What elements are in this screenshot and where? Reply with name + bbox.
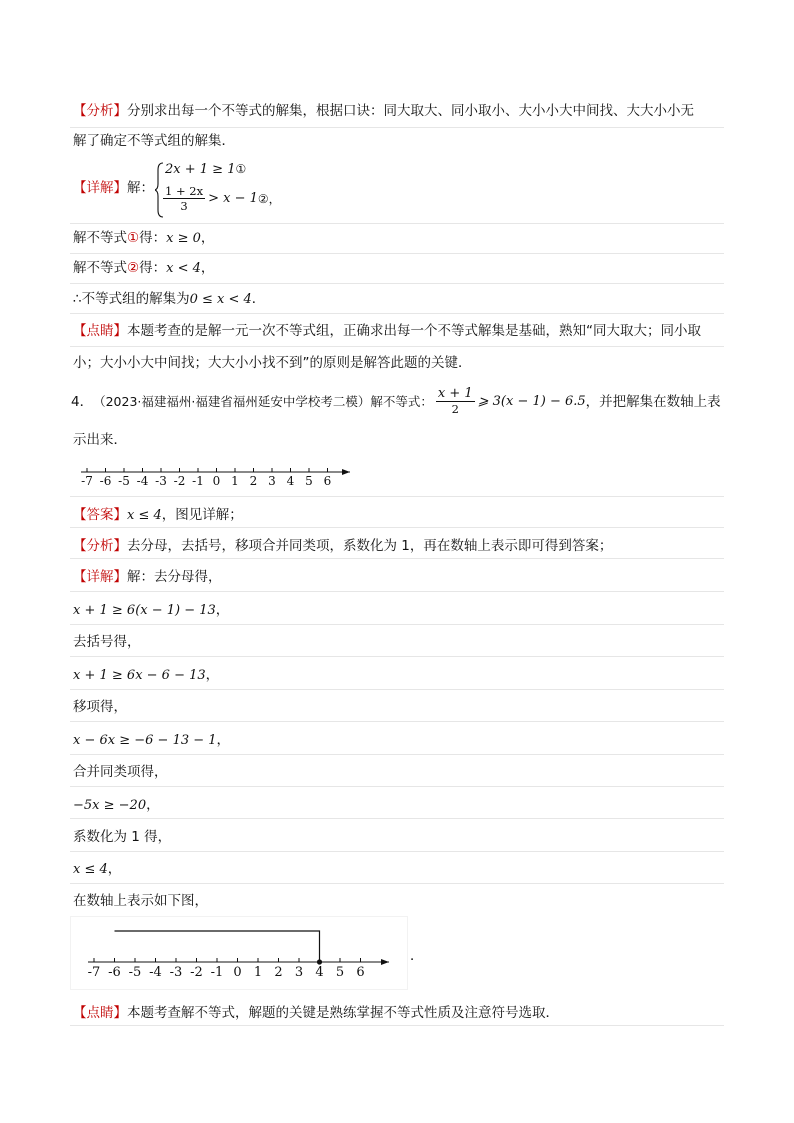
number-line-solution — [71, 917, 407, 989]
tick-label: -1 — [210, 965, 224, 980]
step-line — [73, 891, 208, 911]
q4-detail — [73, 567, 222, 587]
tick-label: -7 — [81, 474, 93, 488]
step-line — [73, 730, 230, 751]
q3-analysis — [73, 101, 694, 121]
rule-line — [70, 127, 724, 128]
step-text: 移项得， — [73, 699, 127, 715]
tick-label: -4 — [136, 474, 149, 488]
solution-endpoint-dot — [317, 959, 322, 964]
q3-comment — [73, 321, 701, 341]
q4-prompt — [71, 387, 721, 416]
conclusion-end: ． — [251, 291, 266, 307]
answer-tag: 【答案】 — [73, 507, 127, 523]
tick-label: -7 — [87, 965, 101, 980]
step-text: 去括号得， — [73, 634, 141, 650]
rule-line — [70, 253, 724, 254]
question-number: 4． — [71, 393, 94, 410]
tick-label: -6 — [99, 474, 112, 488]
solution-figure — [71, 917, 407, 989]
rule-line — [70, 656, 724, 657]
q3-detail — [73, 178, 154, 198]
prompt-inequality: ⩾ 3(x − 1) − 6.5 — [477, 393, 586, 409]
tick-label: 1 — [253, 965, 263, 980]
step-1-end: ， — [200, 230, 215, 246]
comment-text-cont: 小；大小小大中间找；大大小小找不到”的原则是解答此题的关键． — [73, 355, 472, 371]
q4-answer — [73, 505, 243, 526]
step-line — [73, 795, 160, 816]
axis-arrow — [342, 469, 350, 475]
step-end: ， — [215, 602, 230, 618]
step-line — [73, 600, 229, 621]
tick-label: -4 — [149, 965, 162, 980]
rule-line — [70, 851, 724, 852]
step-line — [73, 827, 171, 847]
ineq-2-numerator: 1 + 2x — [165, 184, 204, 198]
comment-text: 本题考查的是解一元一次不等式组，正确求出每一个不等式解集是基础，熟知“同大取大；同小取 — [127, 323, 701, 339]
rule-line — [70, 818, 724, 819]
rule-line — [70, 283, 724, 284]
step-end: ， — [107, 861, 122, 877]
rule-line — [70, 754, 724, 755]
solution-ray — [115, 931, 320, 962]
step-2-end: ， — [200, 260, 215, 276]
step-2-pre: 解不等式 — [73, 260, 127, 276]
prompt-cont: 示出来． — [73, 432, 127, 448]
rule-line — [70, 346, 724, 347]
ineq-2-denominator: 3 — [180, 199, 188, 213]
q3-step-2 — [73, 258, 214, 279]
prompt-fraction — [436, 387, 475, 416]
step-2-circle: ② — [127, 260, 140, 276]
step-line — [73, 697, 127, 717]
prompt-denominator: 2 — [451, 402, 459, 416]
rule-line — [70, 624, 724, 625]
tick-label: -3 — [169, 965, 183, 980]
step-2-post: 得： — [139, 260, 167, 276]
analysis-tag: 【分析】 — [73, 103, 127, 119]
rule-line — [70, 883, 724, 884]
detail-tag: 【详解】 — [73, 569, 127, 585]
comment-tag: 【点睛】 — [73, 1005, 127, 1021]
step-text: 在数轴上表示如下图， — [73, 893, 208, 909]
system-ineq-2 — [163, 184, 281, 213]
tick-label: -2 — [190, 965, 203, 980]
conclusion-math: 0 ≤ x < 4 — [189, 292, 252, 307]
q3-analysis-cont — [73, 131, 235, 151]
detail-text: 解：去分母得， — [127, 569, 222, 585]
prompt-tail: ，并把解集在数轴上表 — [585, 393, 721, 410]
step-math: x − 6x ≥ −6 − 13 − 1 — [73, 733, 217, 748]
tick-label: 3 — [294, 965, 304, 980]
analysis-text-cont: 解了确定不等式组的解集． — [73, 133, 235, 149]
comment-text: 本题考查解不等式，解题的关键是熟练掌握不等式性质及注意符号选取． — [127, 1005, 559, 1021]
tick-label: 0 — [212, 474, 221, 488]
rule-line — [70, 496, 724, 497]
step-1-math: x ≥ 0 — [166, 231, 201, 246]
step-1-circle: ① — [127, 230, 140, 246]
q4-prompt-cont — [73, 430, 127, 450]
conclusion-pre: ∴不等式组的解集为 — [73, 291, 190, 307]
tick-label: 4 — [315, 965, 324, 980]
step-math: x ≤ 4 — [73, 862, 108, 877]
step-1-pre: 解不等式 — [73, 230, 127, 246]
step-line — [73, 859, 121, 880]
tick-label: 6 — [323, 474, 332, 488]
q4-analysis — [73, 536, 612, 556]
tick-label: 5 — [335, 965, 345, 980]
tick-label: -3 — [155, 474, 167, 488]
tick-label: 5 — [305, 474, 313, 488]
axis-arrow — [381, 959, 389, 965]
step-end: ， — [205, 667, 220, 683]
rule-line — [70, 527, 724, 528]
tick-label: 1 — [231, 474, 239, 488]
rule-line — [70, 591, 724, 592]
step-math: x + 1 ≥ 6(x − 1) − 13 — [73, 603, 216, 618]
step-math: −5x ≥ −20 — [73, 798, 147, 813]
step-1-post: 得： — [139, 230, 167, 246]
tick-label: 6 — [356, 965, 365, 980]
system-ineq-1 — [165, 162, 246, 177]
ineq-2-tail: > x − 1 — [208, 191, 258, 206]
tick-label: 2 — [274, 965, 283, 980]
detail-tag: 【详解】 — [73, 180, 127, 196]
ineq-2-fraction — [163, 184, 205, 213]
step-text: 合并同类项得， — [73, 764, 168, 780]
tick-label: -5 — [128, 965, 142, 980]
step-line — [73, 665, 219, 686]
tick-label: -2 — [173, 474, 186, 488]
q3-comment-cont — [73, 353, 472, 373]
tick-label: 0 — [233, 965, 242, 980]
tick-label: -1 — [192, 474, 204, 488]
figure-period: ． — [410, 948, 424, 964]
answer-text: ，图见详解； — [161, 507, 243, 523]
detail-text: 解： — [127, 180, 154, 196]
system-comma: ， — [268, 192, 281, 206]
ineq-1-math: 2x + 1 ≥ 1 — [165, 162, 236, 177]
tick-label: 4 — [286, 474, 295, 488]
step-end: ， — [146, 797, 160, 813]
prompt-numerator: x + 1 — [437, 386, 473, 401]
ineq-1-label: ① — [235, 162, 247, 176]
analysis-tag: 【分析】 — [73, 538, 127, 554]
step-line — [73, 632, 141, 652]
ineq-2-label: ② — [257, 191, 269, 206]
answer-math: x ≤ 4 — [127, 508, 162, 523]
tick-label: -6 — [108, 965, 121, 980]
rule-line — [70, 721, 724, 722]
step-line — [73, 762, 168, 782]
step-math: x + 1 ≥ 6x − 6 − 13 — [73, 668, 206, 683]
q3-step-1 — [73, 228, 214, 249]
rule-line — [70, 558, 724, 559]
question-source: （2023·福建福州·福建省福州延安中学校考二模）解不等式： — [93, 393, 433, 409]
rule-line — [70, 223, 724, 224]
rule-line — [70, 1025, 724, 1026]
comment-tag: 【点睛】 — [73, 323, 127, 339]
rule-line — [70, 313, 724, 314]
analysis-text: 分别求出每一个不等式的解集，根据口诀：同大取大、同小取小、大小小大中间找、大大小小无 — [127, 103, 694, 119]
q3-conclusion — [73, 289, 265, 310]
analysis-text: 去分母，去括号，移项合并同类项，系数化为 1，再在数轴上表示即可得到答案； — [127, 538, 613, 554]
rule-line — [70, 786, 724, 787]
step-2-math: x < 4 — [166, 261, 201, 276]
q4-comment — [73, 1003, 559, 1023]
step-end: ， — [216, 732, 231, 748]
tick-label: 3 — [268, 474, 276, 488]
step-text: 系数化为 1 得， — [73, 829, 172, 845]
number-line-blank — [75, 462, 360, 492]
tick-label: 2 — [249, 474, 258, 488]
tick-label: -5 — [118, 474, 130, 488]
rule-line — [70, 689, 724, 690]
